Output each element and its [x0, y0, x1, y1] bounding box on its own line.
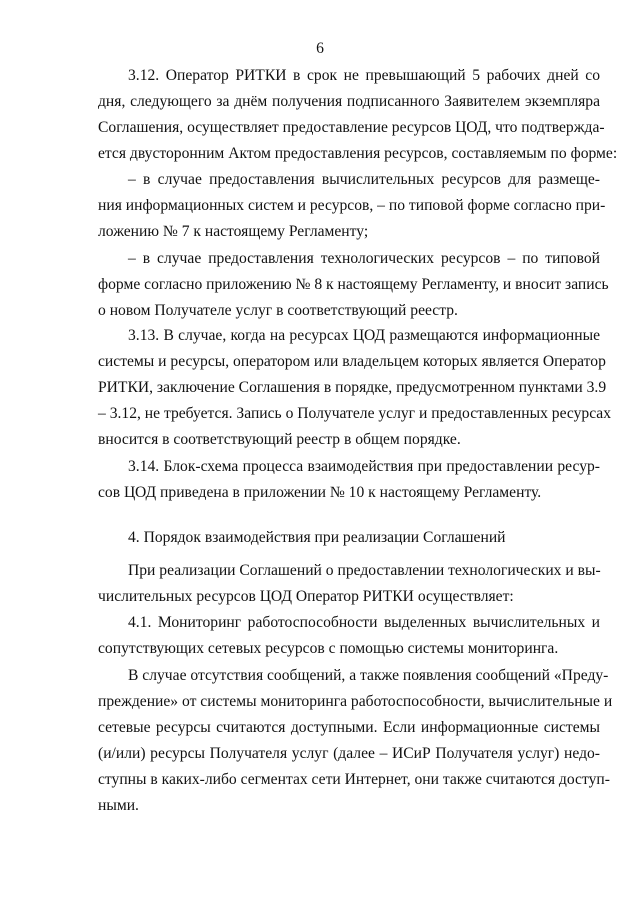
text-line: 4.1. Мониторинг работоспособности выделенных вычислительных и [128, 614, 600, 631]
text-line: сопутствующих сетевых ресурсов с помощью системы мониторинга. [98, 640, 559, 657]
section-heading: 4. Порядок взаимодействия при реализации Соглашений [128, 529, 506, 546]
text-line: ния информационных систем и ресурсов, – по типовой форме согласно при- [98, 197, 606, 214]
text-line: форме согласно приложению № 8 к настоящему Регламенту, и вносит запись [98, 276, 609, 293]
text-line: вносится в соответствующий реестр в общем порядке. [98, 431, 461, 448]
text-line: 3.14. Блок-схема процесса взаимодействия при предоставлении ресур- [128, 458, 600, 475]
text-line: – 3.12, не требуется. Запись о Получателе услуг и предоставленных ресурсах [98, 405, 612, 422]
text-line: системы и ресурсы, оператором или владельцем которых является Оператор [98, 353, 606, 370]
text-line: 3.13. В случае, когда на ресурсах ЦОД размещаются информационные [128, 327, 600, 344]
page-number: 6 [316, 40, 324, 57]
text-line: РИТКИ, заключение Соглашения в порядке, предусмотренном пунктами 3.9 [98, 379, 607, 396]
text-line: Соглашения, осуществляет предоставление ресурсов ЦОД, что подтвержда- [98, 119, 605, 136]
text-line: ложению № 7 к настоящему Регламенту; [98, 223, 369, 240]
text-line: В случае отсутствия сообщений, а также появления сообщений «Преду- [128, 667, 609, 684]
text-line: ными. [98, 797, 139, 814]
text-line: числительных ресурсов ЦОД Оператор РИТКИ осуществляет: [98, 588, 514, 605]
text-line: ступны в каких-либо сегментах сети Интернет, они также считаются доступ- [98, 771, 610, 788]
text-line: – в случае предоставления технологических ресурсов – по типовой [128, 250, 600, 267]
text-line: дня, следующего за днём получения подписанного Заявителем экземпляра [98, 93, 600, 110]
text-line: При реализации Соглашений о предоставлении технологических и вы- [128, 562, 601, 579]
text-line: сетевые ресурсы считаются доступными. Если информационные системы [98, 719, 600, 736]
text-line: 3.12. Оператор РИТКИ в срок не превышающий 5 рабочих дней со [128, 67, 600, 84]
text-line: преждение» от системы мониторинга работоспособности, вычислительные и [98, 693, 613, 710]
text-line: – в случае предоставления вычислительных ресурсов для размеще- [128, 171, 600, 188]
text-line: (и/или) ресурсы Получателя услуг (далее – ИСиР Получателя услуг) недо- [98, 745, 600, 762]
text-line: сов ЦОД приведена в приложении № 10 к настоящему Регламенту. [98, 484, 542, 501]
text-line: о новом Получателе услуг в соответствующий реестр. [98, 302, 458, 319]
text-line: ется двусторонним Актом предоставления ресурсов, составляемым по форме: [98, 145, 618, 162]
